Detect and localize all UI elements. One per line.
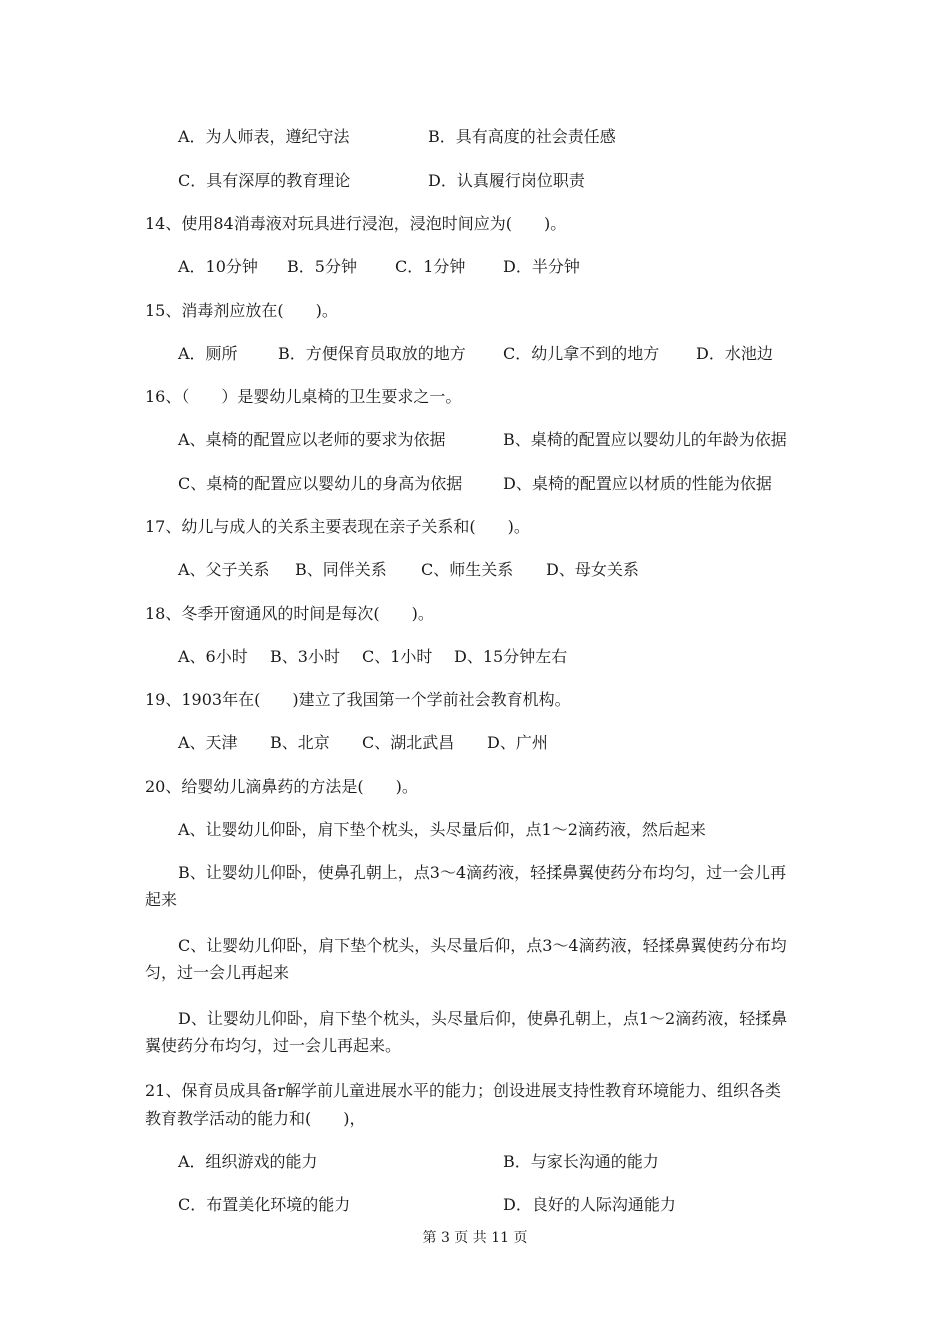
q19-question: 19、1903年在( )建立了我国第一个学前社会教育机构。 xyxy=(145,690,571,709)
q13-option-d: D．认真履行岗位职责 xyxy=(428,171,585,190)
q20-option-b-line1: B、让婴幼儿仰卧，使鼻孔朝上，点3～4滴药液，轻揉鼻翼使药分布均匀，过一会儿再 xyxy=(178,863,787,882)
q18-option-d: D、15分钟左右 xyxy=(454,647,568,666)
q20-option-b-line2: 起来 xyxy=(145,890,178,909)
q14-option-b: B．5分钟 xyxy=(287,257,357,276)
page-number: 第 3 页 共 11 页 xyxy=(422,1230,528,1246)
q18-question: 18、冬季开窗通风的时间是每次( )。 xyxy=(145,604,434,623)
q21-option-c: C．布置美化环境的能力 xyxy=(178,1195,351,1214)
q15-option-a: A．厕所 xyxy=(178,344,238,363)
q19-option-c: C、湖北武昌 xyxy=(362,733,455,752)
q16-option-c: C、桌椅的配置应以婴幼儿的身高为依据 xyxy=(178,474,463,493)
q21-option-a: A．组织游戏的能力 xyxy=(178,1152,318,1171)
q14-option-d: D．半分钟 xyxy=(503,257,580,276)
q15-option-b: B．方便保育员取放的地方 xyxy=(278,344,466,363)
q13-option-b: B．具有高度的社会责任感 xyxy=(428,127,616,146)
q21-option-d: D．良好的人际沟通能力 xyxy=(503,1195,676,1214)
q21-option-b: B．与家长沟通的能力 xyxy=(503,1152,659,1171)
q13-option-c: C．具有深厚的教育理论 xyxy=(178,171,351,190)
q20-question: 20、给婴幼儿滴鼻药的方法是( )。 xyxy=(145,777,418,796)
q14-option-c: C．1分钟 xyxy=(395,257,466,276)
q17-option-d: D、母女关系 xyxy=(546,560,639,579)
q13-option-a: A．为人师表，遵纪守法 xyxy=(178,127,350,146)
q17-option-a: A、父子关系 xyxy=(178,560,270,579)
q17-question: 17、幼儿与成人的关系主要表现在亲子关系和( )。 xyxy=(145,517,530,536)
q16-option-b: B、桌椅的配置应以婴幼儿的年龄为依据 xyxy=(503,430,787,449)
q17-option-c: C、师生关系 xyxy=(421,560,514,579)
q18-option-a: A、6小时 xyxy=(178,647,248,666)
q21-question-line1: 21、保育员成具备r解学前儿童进展水平的能力；创设进展支持性教育环境能力、组织各类 xyxy=(145,1081,782,1100)
q16-option-d: D、桌椅的配置应以材质的性能为依据 xyxy=(503,474,772,493)
q18-option-b: B、3小时 xyxy=(270,647,340,666)
q16-question: 16、（ ）是婴幼儿桌椅的卫生要求之一。 xyxy=(145,387,462,406)
q21-question-line2: 教育教学活动的能力和( )， xyxy=(145,1109,366,1128)
q15-question: 15、消毒剂应放在( )。 xyxy=(145,301,338,320)
q19-option-b: B、北京 xyxy=(270,733,330,752)
q20-option-a: A、让婴幼儿仰卧，肩下垫个枕头，头尽量后仰，点1～2滴药液，然后起来 xyxy=(178,820,706,839)
q20-option-d-line2: 翼使药分布均匀，过一会儿再起来。 xyxy=(145,1036,402,1055)
q20-option-c-line1: C、让婴幼儿仰卧，肩下垫个枕头，头尽量后仰，点3～4滴药液，轻揉鼻翼使药分布均 xyxy=(178,936,787,955)
q14-option-a: A．10分钟 xyxy=(178,257,258,276)
q15-option-c: C．幼儿拿不到的地方 xyxy=(503,344,660,363)
q20-option-c-line2: 匀，过一会儿再起来 xyxy=(145,963,290,982)
q19-option-a: A、天津 xyxy=(178,733,238,752)
q17-option-b: B、同伴关系 xyxy=(295,560,387,579)
q19-option-d: D、广州 xyxy=(487,733,548,752)
q20-option-d-line1: D、让婴幼儿仰卧，肩下垫个枕头，头尽量后仰，使鼻孔朝上，点1～2滴药液，轻揉鼻 xyxy=(178,1009,788,1028)
q15-option-d: D．水池边 xyxy=(696,344,773,363)
q16-option-a: A、桌椅的配置应以老师的要求为依据 xyxy=(178,430,446,449)
q14-question: 14、使用84消毒液对玩具进行浸泡，浸泡时间应为( )。 xyxy=(145,214,567,233)
q18-option-c: C、1小时 xyxy=(362,647,433,666)
